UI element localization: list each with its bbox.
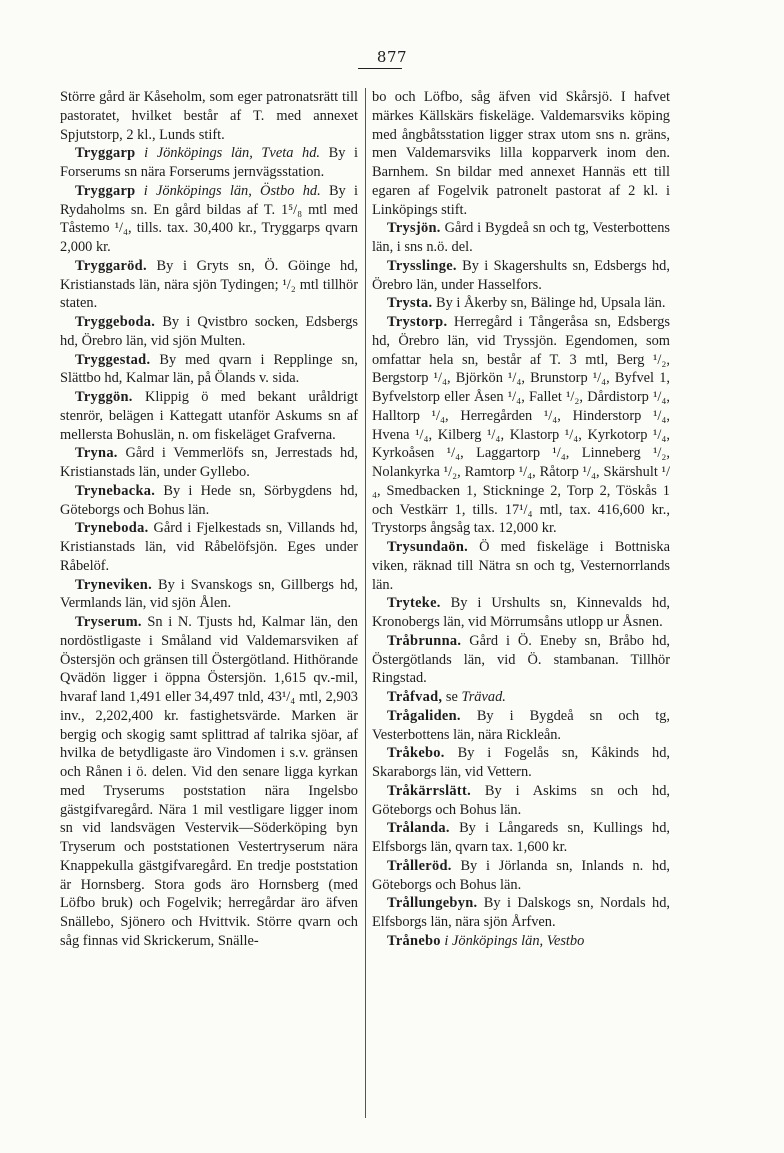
dictionary-entry — [372, 632, 670, 688]
entry-text: By i Hede sn, Sörbygdens hd, Göteborgs och Bohus län. — [60, 482, 358, 518]
dictionary-entry — [60, 576, 358, 614]
entry-text: Gård i Ö. Eneby sn, Bråbo hd, Östergötlands län, vid Ö. stambanan. Tillhör Ringstad. — [372, 632, 670, 687]
entry-headword: Tryna. — [75, 445, 118, 462]
entry-headword: Trystorp. — [387, 314, 448, 330]
dictionary-entry — [60, 88, 358, 144]
entry-text: Gård i Bygdeå sn och tg, Vesterbottens län, i sns n.ö. del. — [372, 220, 670, 255]
entry-text: By i Rydaholms sn. En gård bildas af T. 1⁵/₈ mtl med Tåstemo ¹/₄, tills. tax. 30,400 kr., Tryggarps qvarn 2,000 kr. — [60, 182, 358, 255]
entry-headword: Tryteke. — [387, 595, 441, 612]
entry-text: By i Fogelås sn, Kåkinds hd, Skaraborgs län, vid Vettern. — [372, 745, 670, 780]
dictionary-entry — [60, 351, 358, 389]
dictionary-entry — [372, 688, 670, 707]
entry-text: Sn i N. Tjusts hd, Kalmar län, den nordöstligaste i Småland vid Valdemarsviken af Östersjön och gränsen till Östergötland. Hithörande Qvädön ligger i öppna Östersjön. 1,615 qv.-mil, hvaraf land 1,491 eller 34,497 tnld, 43¹/₄ mtl, 2,903 inv., 2,202,400 kr. fastighetsvärde. Marken är bergig och skogig samt splittrad af talrika sjöar, af hvilka de betydligaste äro Vindomen i s.v. gränsen och Rånen i ö. delen. Vid den senare ligga kyrkan med Tryserums poststation nära Ingelsbo gästgifvaregård. Nära 1 mil vestligare ligger inom sn vid landsvägen Vestervik—Söderköping byn Tryserum och poststationen Vestertryserum nära Knappekulla gästgifvaregård. En tredje poststation är Hornsberg. Stora gods äro Hornsberg (med Löfbo bruk) och Fogelvik; herregårdar äro äfven Snällebo, Sjönero och Hvittvik. Större qvarn och såg finnas vid Skrickerum, Snälle- — [60, 614, 358, 949]
entry-text: By i Åkerby sn, Bälinge hd, Upsala län. — [436, 295, 666, 312]
entry-text: bo och Löfbo, såg äfven vid Skårsjö. I hafvet märkes Källskärs fiskeläge. Valdemarsviks köping med ångbåtsstation ligger strax utom sns n. gräns, men Valdemarsviks lilla kopparverk inom den. Barnhem. Sn bildar med annexet Hannäs ett till egaren af Fogelvik patronelt pastorat af 2 kl. i Linköpings stift. — [372, 89, 670, 218]
dictionary-entry — [60, 257, 358, 313]
entry-headword: Tråkärrslätt. — [387, 782, 471, 799]
entry-headword: Tryserum. — [75, 614, 142, 630]
dictionary-entry — [372, 819, 670, 857]
entry-headword: Trållungebyn. — [387, 895, 478, 912]
entry-text: Gård i Vemmerlöfs sn, Jerrestads hd, Kristianstads län, under Gyllebo. — [60, 445, 358, 480]
entry-region: i Jönköpings län, Östbo hd. — [143, 182, 321, 199]
dictionary-entry — [372, 257, 670, 295]
entry-headword: Trålanda. — [387, 820, 450, 837]
entry-headword: Tråkebo. — [387, 745, 445, 762]
entry-text: By i Långareds sn, Kullings hd, Elfsborgs län, qvarn tax. 1,600 kr. — [372, 820, 670, 855]
entry-region: i Jönköpings län, Tveta hd. — [144, 145, 320, 162]
entry-headword: Trysta. — [387, 295, 433, 312]
entry-text: Herregård i Tångeråsa sn, Edsbergs hd, Örebro län, vid Tryssjön. Egendomen, som omfattar hela sn, består af T. 3 mtl, Berg ¹/₂, Bergstorp ¹/₄, Björkön ¹/₄, Brunstorp ¹/₄, Byfvel 1, Byfvelstorp eller Åsen ¹/₄, Fallet ¹/₂, Dårdistorp ¹/₄, Halltorp ¹/₄, Herregården ¹/₄, Hinderstorp ¹/₄, Hvena ¹/₄, Kilberg ¹/₄, Klastorp ¹/₄, Kyrkotorp ¹/₄, Kyrkoåsen ¹/₄, Laggartorp ¹/₄, Linneberg ¹/₂, Nolankyrka ¹/₂, Ramtorp ¹/₄, Råtorp ¹/₄, Skärshult ¹/₄, Smedbacken 1, Stickninge 2, Torp 2, Töskås 1 och Vestkärr 1, tills. 17¹/₄ mtl, tax. 416,600 kr., Trystorps ångsåg tax. 12,000 kr. — [372, 314, 670, 537]
dictionary-entry — [372, 594, 670, 632]
entry-headword: Tryggarp — [75, 182, 136, 199]
entry-headword: Tråbrunna. — [387, 632, 462, 649]
dictionary-entry — [372, 857, 670, 895]
entry-headword: Trågaliden. — [387, 707, 461, 724]
entry-text: By i Forserums sn nära Forserums jernvägsstation. — [60, 145, 358, 180]
column-divider — [365, 88, 366, 1118]
dictionary-entry — [372, 313, 670, 538]
right-column — [372, 88, 670, 951]
dictionary-entry — [60, 482, 358, 520]
entry-headword: Trynebacka. — [75, 482, 156, 499]
dictionary-entry — [372, 538, 670, 594]
entry-text: Ö med fiskeläge i Bottniska viken, räknad till Nätra sn och tg, Vesternorrlands län. — [372, 539, 670, 593]
dictionary-entry — [60, 144, 358, 182]
page-number: 877 — [376, 48, 408, 66]
entry-text: By i Dalskogs sn, Nordals hd, Elfsborgs län, nära sjön Årfven. — [372, 895, 670, 930]
entry-headword: Tryggaröd. — [75, 257, 147, 274]
page-number-rule — [358, 68, 402, 69]
entry-text: Klippig ö med bekant uråldrigt stenrör, belägen i Kattegatt utanför Askums sn af mellersta Bohuslän, n. om fiskeläget Grafverna. — [60, 389, 358, 443]
dictionary-entry — [372, 782, 670, 820]
entry-headword: Tråfvad, — [387, 689, 443, 705]
dictionary-entry — [372, 744, 670, 782]
dictionary-entry — [372, 88, 670, 219]
entry-headword: Trysslinge. — [387, 257, 457, 274]
entry-headword: Tryggestad. — [75, 351, 151, 368]
entry-region: i Jönköpings län, Vestbo — [444, 932, 585, 949]
dictionary-entry — [60, 182, 358, 257]
entry-headword: Tryggön. — [75, 389, 133, 405]
entry-text: By i Svanskogs sn, Gillbergs hd, Vermlands län, vid sjön Ålen. — [60, 576, 358, 612]
entry-text: By i Jörlanda sn, Inlands n. hd, Göteborgs och Bohus län. — [372, 857, 670, 893]
entry-headword: Trysundaön. — [387, 539, 469, 555]
left-column — [60, 88, 358, 951]
dictionary-entry — [60, 313, 358, 351]
entry-text: By i Askims sn och hd, Göteborgs och Bohus län. — [372, 782, 670, 818]
dictionary-entry — [372, 894, 670, 932]
entry-headword: Tryneboda. — [75, 520, 149, 537]
entry-text: By i Skagershults sn, Edsbergs hd, Örebro län, under Hasselfors. — [372, 257, 670, 293]
entry-headword: Tryggarp — [75, 145, 136, 162]
entry-text: By i Qvistbro socken, Edsbergs hd, Örebro län, vid sjön Multen. — [60, 314, 358, 349]
dictionary-entry — [60, 444, 358, 482]
dictionary-entry — [372, 707, 670, 745]
dictionary-entry — [372, 932, 670, 951]
entry-headword: Trånebo — [387, 932, 441, 949]
entry-text: By med qvarn i Repplinge sn, Slättbo hd, Kalmar län, på Ölands v. sida. — [60, 351, 358, 387]
entry-headword: Tryggeboda. — [75, 314, 156, 330]
entry-headword: Trysjön. — [387, 220, 441, 237]
dictionary-entry — [372, 219, 670, 257]
entry-text: By i Bygdeå sn och tg, Vesterbottens län, nära Rickleån. — [372, 707, 670, 743]
dictionary-entry — [60, 613, 358, 951]
entry-text: se — [445, 689, 462, 705]
dictionary-entry — [372, 294, 670, 313]
entry-cross-reference: Trävad. — [461, 689, 506, 705]
entry-text: By i Urshults sn, Kinnevalds hd, Kronobergs län, vid Mörrumsåns utlopp ur Åsnen. — [372, 595, 670, 630]
dictionary-entry — [60, 388, 358, 444]
entry-headword: Trålleröd. — [387, 857, 452, 874]
dictionary-entry — [60, 519, 358, 575]
entry-text: By i Gryts sn, Ö. Göinge hd, Kristianstads län, nära sjön Tydingen; ¹/₂ mtl tillhör staten. — [60, 257, 358, 312]
entry-text: Större gård är Kåseholm, som eger patronatsrätt till pastoratet, hvilket består af T. med annexet Spjutstorp, 2 kl., Lunds stift. — [60, 89, 358, 143]
entry-headword: Tryneviken. — [75, 576, 152, 593]
entry-text: Gård i Fjelkestads sn, Villands hd, Kristianstads län, vid Råbelöfsjön. Eges under Råbelöf. — [60, 520, 358, 574]
